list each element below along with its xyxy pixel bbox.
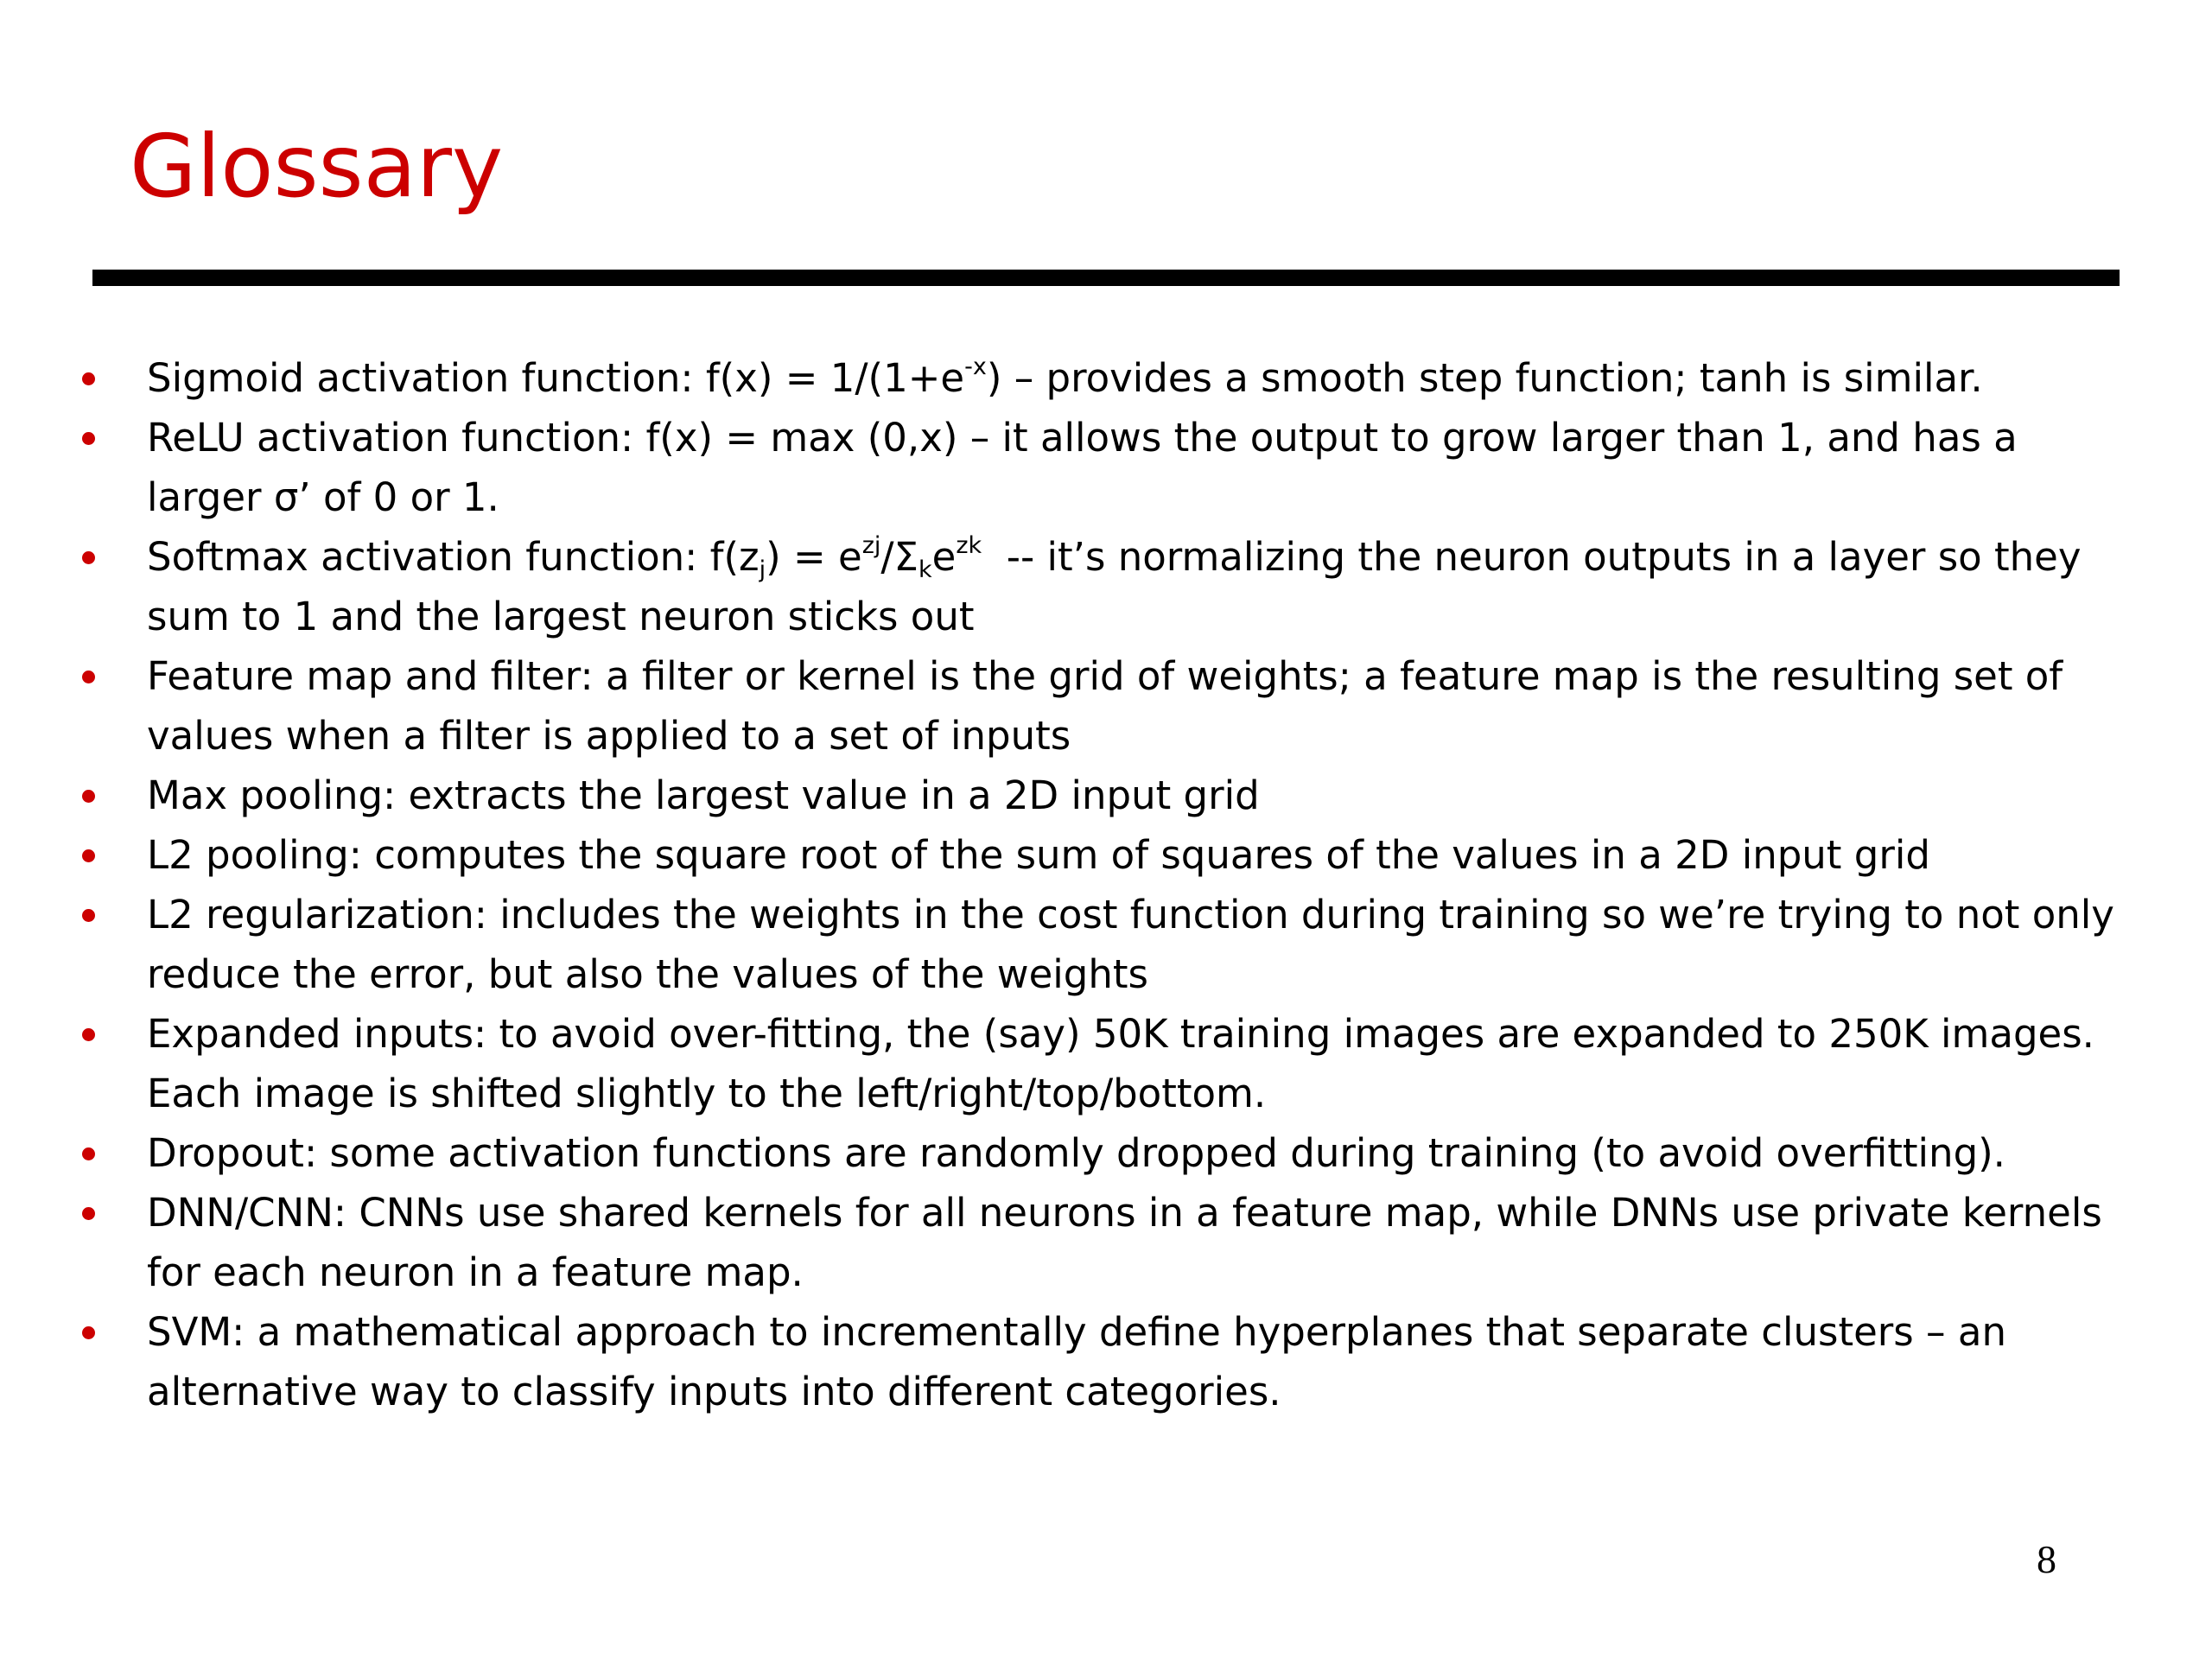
bullet-dot-icon	[82, 551, 95, 564]
item-text: ) – provides a smooth step function; tanh is similar.	[986, 355, 1983, 401]
glossary-item-svm	[147, 1302, 2186, 1421]
superscript: zk	[956, 531, 982, 559]
item-text: Feature map and filter: a filter or kernel is the grid of weights; a feature map is the resulting set of	[147, 653, 2063, 699]
glossary-item-softmax	[147, 527, 2186, 646]
item-text-continued: for each neuron in a feature map.	[147, 1249, 804, 1295]
bullet-dot-icon	[82, 372, 95, 385]
item-text-continued: reduce the error, but also the values of the weights	[147, 951, 1148, 997]
subscript: j	[759, 556, 766, 584]
glossary-list	[147, 348, 2186, 1421]
bullet-dot-icon	[82, 1326, 95, 1339]
bullet-dot-icon	[82, 849, 95, 862]
superscript: zj	[861, 531, 881, 559]
item-text: /Σ	[880, 534, 918, 580]
bullet-dot-icon	[82, 1147, 95, 1160]
item-text: L2 pooling: computes the square root of the sum of squares of the values in a 2D input grid	[147, 832, 1930, 878]
title-divider	[92, 270, 2120, 286]
glossary-item-l2-regularization	[147, 885, 2186, 1004]
bullet-dot-icon	[82, 1028, 95, 1041]
bullet-dot-icon	[82, 1207, 95, 1220]
item-text-continued: larger σ’ of 0 or 1.	[147, 474, 499, 520]
item-text: Dropout: some activation functions are randomly dropped during training (to avoid overfitting).	[147, 1130, 2005, 1176]
item-text-continued: sum to 1 and the largest neuron sticks out	[147, 594, 975, 639]
item-text-continued: alternative way to classify inputs into different categories.	[147, 1369, 1281, 1414]
item-text: SVM: a mathematical approach to incrementally define hyperplanes that separate clusters – an	[147, 1309, 2006, 1355]
bullet-dot-icon	[82, 432, 95, 445]
item-text: -- it’s normalizing the neuron outputs in a layer so they	[982, 534, 2082, 580]
page-number: 8	[2037, 1537, 2056, 1581]
item-text: Max pooling: extracts the largest value in a 2D input grid	[147, 772, 1260, 818]
glossary-item-l2-pooling	[147, 825, 2186, 885]
bullet-dot-icon	[82, 790, 95, 803]
glossary-item-sigmoid	[147, 348, 2186, 408]
glossary-item-feature-map	[147, 646, 2186, 766]
glossary-item-dropout	[147, 1123, 2186, 1183]
item-text: DNN/CNN: CNNs use shared kernels for all neurons in a feature map, while DNNs use private kernels	[147, 1190, 2102, 1236]
glossary-item-expanded-inputs	[147, 1004, 2186, 1123]
superscript: -x	[964, 353, 987, 380]
subscript: k	[918, 556, 932, 584]
item-text: Softmax activation function: f(z	[147, 534, 760, 580]
bullet-dot-icon	[82, 909, 95, 922]
glossary-item-max-pooling	[147, 766, 2186, 825]
item-text: Expanded inputs: to avoid over-fitting, the (say) 50K training images are expanded to 250K images.	[147, 1011, 2094, 1057]
slide-title: Glossary	[130, 116, 504, 217]
item-text: e	[931, 534, 957, 580]
item-text: L2 regularization: includes the weights in the cost function during training so we’re trying to not only	[147, 892, 2114, 938]
glossary-item-relu	[147, 408, 2186, 527]
glossary-item-dnn-cnn	[147, 1183, 2186, 1302]
bullet-dot-icon	[82, 671, 95, 683]
item-text: ReLU activation function: f(x) = max (0,x) – it allows the output to grow larger than 1, and has a	[147, 415, 2018, 461]
item-text: ) = e	[766, 534, 862, 580]
item-text: Sigmoid activation function: f(x) = 1/(1+e	[147, 355, 965, 401]
item-text-continued: values when a filter is applied to a set of inputs	[147, 713, 1071, 759]
item-text-continued: Each image is shifted slightly to the left/right/top/bottom.	[147, 1071, 1267, 1116]
